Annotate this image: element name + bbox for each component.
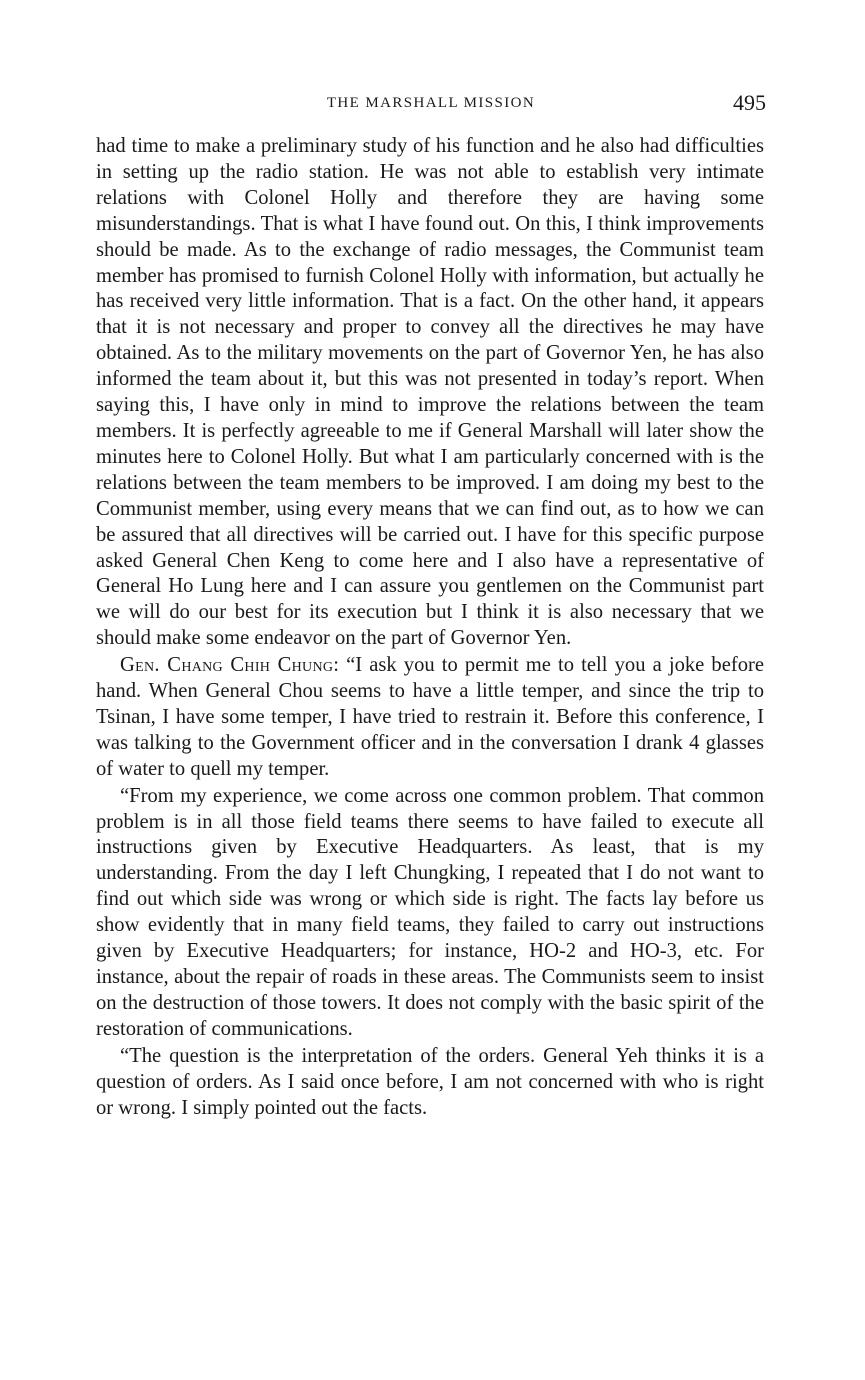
paragraph <box>96 134 764 652</box>
paragraph-text: had time to make a preliminary study of his function and he also had difficulties in setting up the radio station. He was not able to establish very intimate relations with Colonel Holly and therefore they are having some misunderstandings. That is what I have found out. On this, I think improvements should be made. As to the exchange of radio messages, the Communist team member has promised to furnish Colonel Holly with information, but actually he has received very little information. That is a fact. On the other hand, it appears that it is not necessary and proper to convey all the directives he may have obtained. As to the military movements on the part of Governor Yen, he has also informed the team about it, but this was not presented in today’s report. When saying this, I have only in mind to improve the relations between the team members. It is perfectly agreeable to me if General Marshall will later show the minutes here to Colonel Holly. But what I am particularly concerned with is the relations between the team members to be improved. I am doing my best to the Communist member, using every means that we can find out, as to how we can be assured that all directives will be carried out. I have for this specific purpose asked General Chen Keng to come here and I also have a representative of General Ho Lung here and I can assure you gentlemen on the Communist part we will do our best for its execution but I think it is also necessary that we should make some endeavor on the part of Governor Yen. <box>96 135 764 650</box>
page-number: 495 <box>733 90 766 115</box>
body-text <box>96 134 764 1121</box>
paragraph <box>96 784 764 1043</box>
running-title: THE MARSHALL MISSION <box>326 95 536 111</box>
paragraph-text: “The question is the interpretation of the orders. General Yeh thinks it is a question of orders. As I said once before, I am not concerned with who is right or wrong. I simply pointed out the facts. <box>96 1044 764 1119</box>
paragraph-text: “From my experience, we come across one common problem. That common problem is in all those field teams there seems to have failed to execute all instructions given by Executive Headquarters. As least, that is my understanding. From the day I left Chungking, I repeated that I do not want to find out which side was wrong or which side is right. The facts lay before us show evidently that in many field teams, they failed to carry out instructions given by Executive Headquarters; for instance, HO-2 and HO-3, etc. For instance, about the repair of roads in these areas. The Communists seem to insist on the destruction of those towers. It does not comply with the basic spirit of the restoration of communications. <box>96 784 764 1040</box>
paragraph-text: : “I ask you to permit me to tell you a joke before hand. When General Chou seems to have a little temper, and since the trip to Tsinan, I have some temper, I have tried to restrain it. Before this conference, I was talking to the Government officer and in the conversation I drank 4 glasses of water to quell my temper. <box>96 654 765 780</box>
speaker-name: Gen. Chang Chih Chung <box>120 654 334 677</box>
page-header <box>96 90 766 120</box>
paragraph <box>96 1044 764 1122</box>
paragraph <box>96 653 764 783</box>
